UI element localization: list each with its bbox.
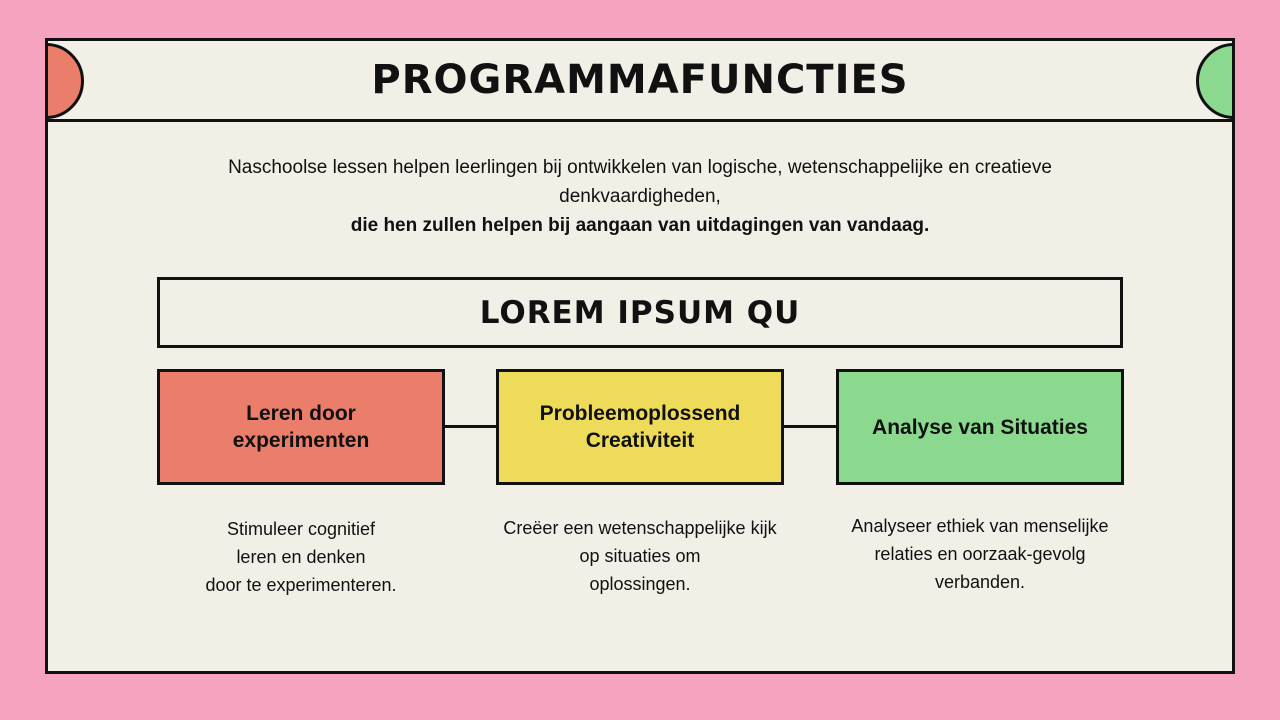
intro-line: Naschoolse lessen helpen leerlingen bij ontwikkelen van logische, wetenschappelijke en creatieve denkvaardigheden, bbox=[228, 157, 1052, 207]
page-title: PROGRAMMAFUNCTIES bbox=[371, 57, 909, 103]
feature-box-experiments: Leren door experimenten bbox=[157, 369, 445, 485]
title-banner bbox=[45, 38, 1235, 122]
feature-description-analysis: Analyseer ethiek van menselijke relaties en oorzaak-gevolg verbanden. bbox=[851, 516, 1109, 592]
connector-line-2 bbox=[782, 425, 838, 428]
section-subtitle: LOREM IPSUM QU bbox=[157, 277, 1123, 348]
feature-description-experiments: Stimuleer cognitief leren en denken door te experimenteren. bbox=[205, 519, 397, 595]
feature-description-problem-solving: Creëer een wetenschappelijke kijk op situaties om oplossingen. bbox=[503, 518, 777, 594]
feature-box-analysis: Analyse van Situaties bbox=[836, 369, 1124, 485]
intro-text bbox=[180, 153, 1100, 240]
connector-line-1 bbox=[442, 425, 498, 428]
intro-bold-line: die hen zullen helpen bij aangaan van uitdagingen van vandaag. bbox=[350, 215, 930, 236]
feature-box-problem-solving: Probleemoplossend Creativiteit bbox=[496, 369, 784, 485]
